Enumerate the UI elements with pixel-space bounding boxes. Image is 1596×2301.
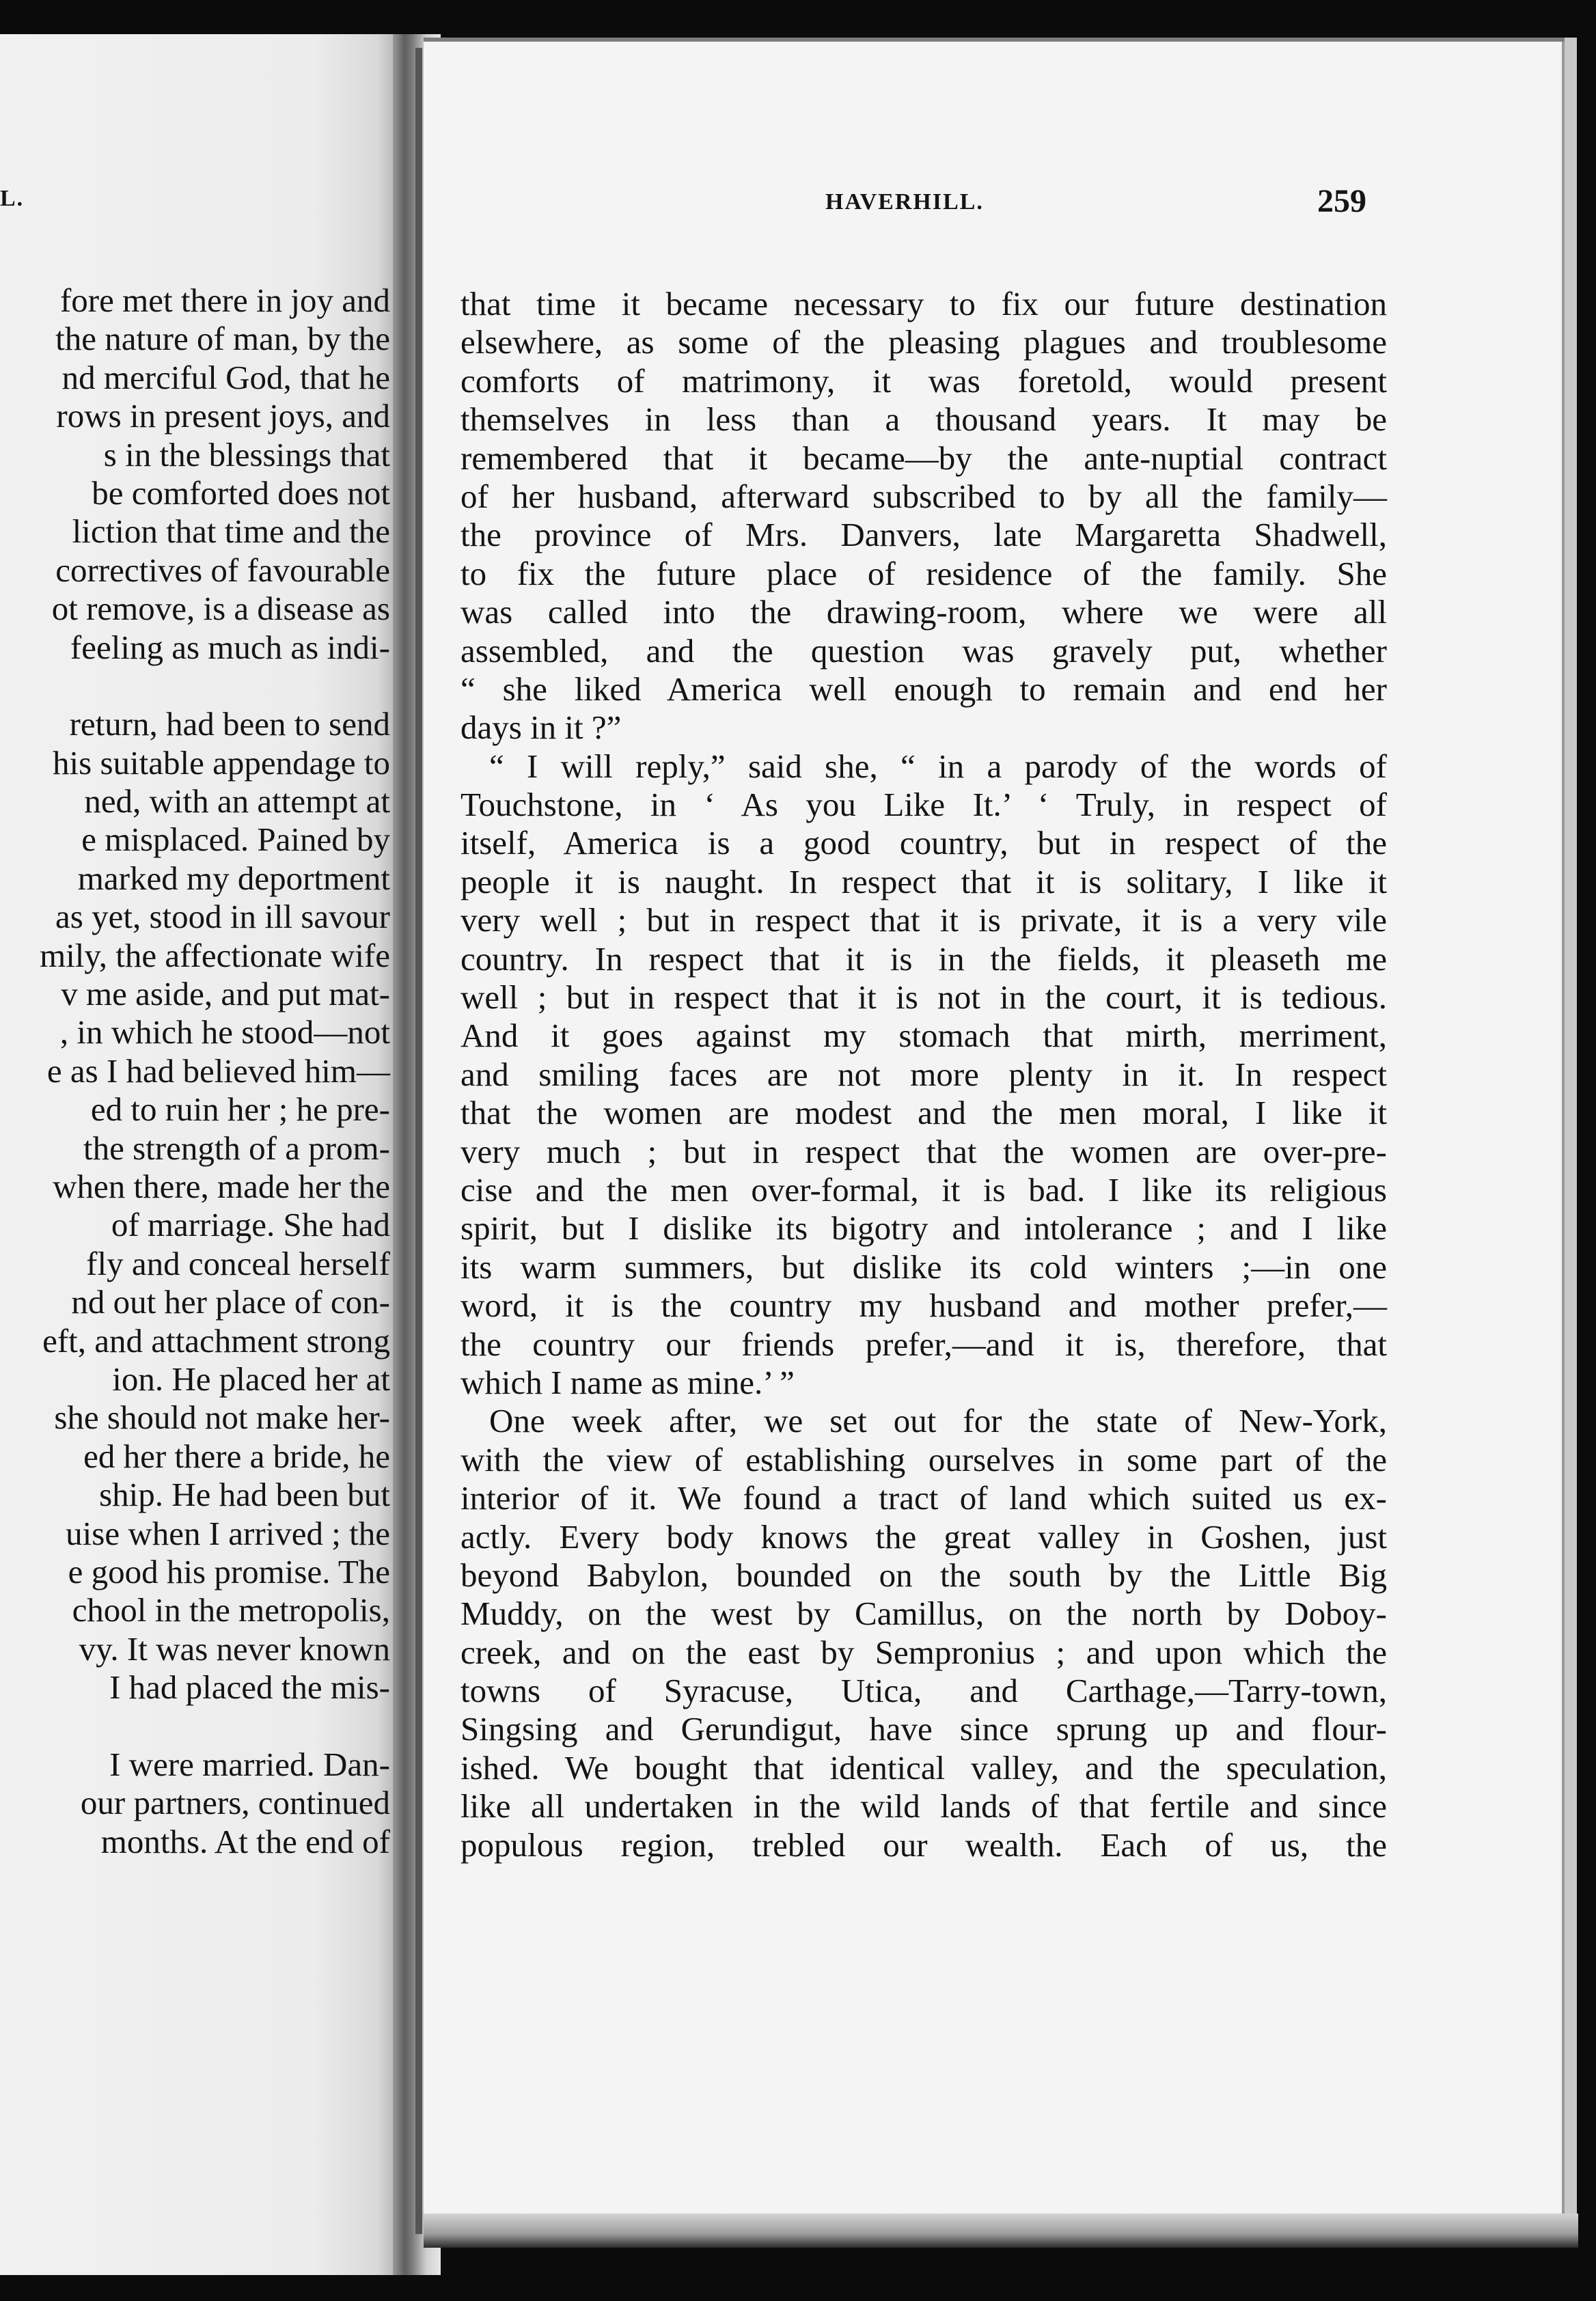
left-text-line: she should not make her-	[54, 1398, 390, 1437]
text-line: which I name as mine.’ ”	[460, 1363, 795, 1401]
text-line: towns of Syracuse, Utica, and Carthage,—Tarry-town,	[460, 1672, 1387, 1710]
left-text-line: his suitable appendage to	[53, 743, 390, 782]
text-line: country. In respect that it is in the fields, it pleaseth me	[460, 939, 1387, 978]
text-line: interior of it. We found a tract of land which suited us ex-	[460, 1479, 1387, 1517]
left-text-line: ed to ruin her ; he pre-	[90, 1090, 390, 1129]
text-line: of her husband, afterward subscribed to by all the family—	[460, 477, 1387, 515]
left-text-line: correctives of favourable	[55, 551, 390, 589]
text-line: well ; but in respect that it is not in the court, it is tedious.	[460, 978, 1387, 1017]
left-text-line: , in which he stood—not	[59, 1013, 390, 1051]
left-text-line: I had placed the mis-	[109, 1668, 390, 1707]
left-text-line: e misplaced. Pained by	[81, 821, 390, 859]
left-text-line: s in the blessings that	[103, 435, 390, 473]
left-text-line: months. At the end of	[100, 1822, 390, 1860]
left-text-line: nd out her place of con-	[71, 1283, 390, 1321]
left-text-line: the nature of man, by the	[55, 320, 390, 358]
text-line: spirit, but I dislike its bigotry and intolerance ; and I like	[460, 1209, 1387, 1248]
left-text-line: eft, and attachment strong	[42, 1321, 390, 1360]
text-line: that the women are modest and the men moral, I like it	[460, 1094, 1387, 1132]
left-running-head: L.	[0, 186, 25, 211]
text-line: its warm summers, but dislike its cold winters ;—in one	[460, 1248, 1387, 1286]
text-line: the province of Mrs. Danvers, late Margaretta Shadwell,	[460, 516, 1387, 554]
text-line: and smiling faces are not more plenty in it. In respect	[460, 1055, 1387, 1093]
text-line: assembled, and the question was gravely put, whether	[460, 631, 1387, 670]
left-text-line: fore met there in joy and	[59, 281, 390, 319]
text-line: remembered that it became—by the ante-nuptial contract	[460, 439, 1387, 477]
text-line: themselves in less than a thousand years. It may be	[460, 400, 1387, 439]
right-page-text	[460, 285, 1387, 1864]
text-line: word, it is the country my husband and mother prefer,—	[460, 1286, 1387, 1325]
left-text-line: chool in the metropolis,	[72, 1591, 390, 1629]
text-line: the country our friends prefer,—and it is, therefore, that	[460, 1325, 1387, 1363]
text-line: beyond Babylon, bounded on the south by the Little Big	[460, 1556, 1387, 1594]
left-text-line: ned, with an attempt at	[84, 782, 390, 821]
left-text-line: our partners, continued	[80, 1784, 390, 1822]
text-line: like all undertaken in the wild lands of that fertile and since	[460, 1787, 1387, 1825]
left-text-line: v me aside, and put mat-	[61, 975, 390, 1013]
left-text-line: nd merciful God, that he	[61, 358, 390, 396]
left-text-line: when there, made her the	[53, 1167, 390, 1205]
left-page	[0, 34, 393, 2275]
text-line: creek, and on the east by Sempronius ; and upon which the	[460, 1633, 1387, 1671]
text-line: ished. We bought that identical valley, and the speculation,	[460, 1748, 1387, 1787]
text-line: “ I will reply,” said she, “ in a parody of the words of	[489, 747, 1387, 785]
left-text-line: mily, the affectionate wife	[40, 936, 390, 974]
left-text-line: as yet, stood in ill savour	[55, 898, 390, 936]
text-line: comforts of matrimony, it was foretold, would present	[460, 361, 1387, 400]
running-head: HAVERHILL.	[825, 189, 984, 215]
page-number: 259	[1317, 183, 1366, 219]
left-text-line: ed her there a bride, he	[83, 1437, 390, 1475]
left-page-text	[0, 281, 390, 1861]
text-line: itself, America is a good country, but in respect of the	[460, 824, 1387, 862]
text-line: very much ; but in respect that the women are over-pre-	[460, 1132, 1387, 1170]
gutter-shadow	[415, 48, 422, 2234]
left-text-line: of marriage. She had	[111, 1206, 390, 1244]
left-text-line	[0, 1707, 390, 1745]
text-line: One week after, we set out for the state of New-York,	[489, 1402, 1387, 1440]
left-text-line: the strength of a prom-	[83, 1129, 390, 1167]
left-text-line: ion. He placed her at	[112, 1360, 390, 1398]
left-text-line: e good his promise. The	[68, 1552, 390, 1590]
text-line: “ she liked America well enough to remain and end her	[460, 670, 1387, 708]
text-line: very well ; but in respect that it is private, it is a very vile	[460, 901, 1387, 939]
left-text-line	[0, 667, 390, 705]
left-text-line: I were married. Dan-	[109, 1745, 390, 1783]
left-text-line: uise when I arrived ; the	[66, 1514, 390, 1552]
text-line: And it goes against my stomach that mirth, merriment,	[460, 1017, 1387, 1055]
text-line: to fix the future place of residence of the family. She	[460, 554, 1387, 592]
text-line: was called into the drawing-room, where we were all	[460, 593, 1387, 631]
text-line: actly. Every body knows the great valley in Goshen, just	[460, 1517, 1387, 1556]
text-line: that time it became necessary to fix our future destination	[460, 285, 1387, 322]
left-text-line: ship. He had been but	[99, 1476, 390, 1514]
text-line: with the view of establishing ourselves in some part of the	[460, 1440, 1387, 1478]
left-text-line: fly and conceal herself	[86, 1244, 390, 1282]
text-line: Singsing and Gerundigut, have since sprung up and flour-	[460, 1710, 1387, 1748]
text-line: Touchstone, in ‘ As you Like It.’ ‘ Truly, in respect of	[460, 786, 1387, 824]
left-text-line: ot remove, is a disease as	[51, 590, 390, 628]
right-page	[424, 38, 1577, 2244]
left-text-line: vy. It was never known	[79, 1629, 390, 1668]
left-text-line: liction that time and the	[72, 512, 390, 551]
left-text-line: rows in present joys, and	[56, 397, 390, 435]
text-line: cise and the men over-formal, it is bad. I like its religious	[460, 1170, 1387, 1209]
page-bottom-edge	[424, 2214, 1578, 2248]
text-line: people it is naught. In respect that it is solitary, I like it	[460, 862, 1387, 900]
left-text-line: e as I had believed him—	[46, 1051, 390, 1090]
paragraph	[460, 747, 1387, 1403]
left-text-line: return, had been to send	[69, 705, 390, 743]
text-line: populous region, trebled our wealth. Each of us, the	[460, 1825, 1387, 1864]
text-line: days in it ?”	[460, 708, 622, 747]
text-line: Muddy, on the west by Camillus, on the north by Doboy-	[460, 1595, 1387, 1633]
left-text-line: feeling as much as indi-	[70, 628, 390, 666]
paragraph	[460, 285, 1387, 747]
paragraph	[460, 1402, 1387, 1864]
left-text-line: marked my deportment	[77, 859, 390, 897]
text-line: elsewhere, as some of the pleasing plagues and troublesome	[460, 323, 1387, 361]
left-text-line: be comforted does not	[92, 473, 390, 512]
